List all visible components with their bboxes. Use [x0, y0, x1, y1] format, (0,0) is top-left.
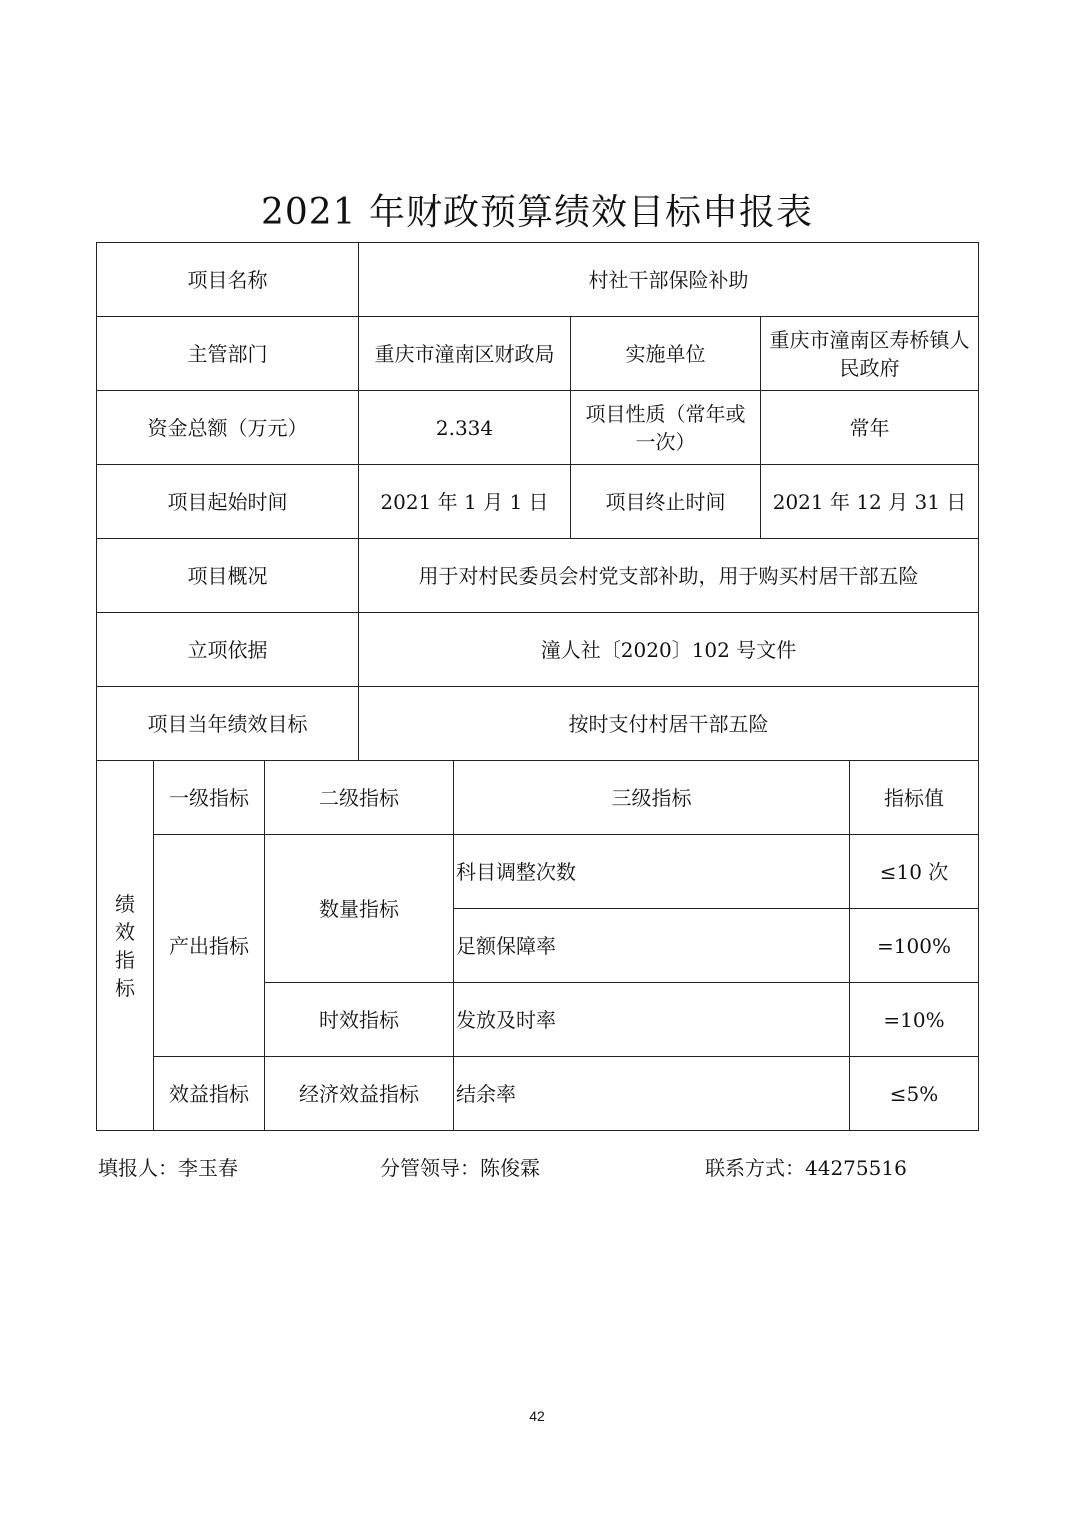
- level3-cell: 结余率: [454, 1057, 850, 1131]
- basis-value: 潼人社〔2020〕102 号文件: [359, 613, 979, 687]
- start-value: 2021 年 1 月 1 日: [359, 465, 571, 539]
- table-row: [97, 1057, 979, 1131]
- timeliness-indicator-label: 时效指标: [265, 983, 454, 1057]
- project-name-value: 村社干部保险补助: [359, 243, 979, 317]
- value-cell: ≤5%: [850, 1057, 979, 1131]
- impl-unit-value: 重庆市潼南区寿桥镇人民政府: [761, 317, 979, 391]
- quantity-indicator-label: 数量指标: [265, 835, 454, 983]
- level3-cell: 发放及时率: [454, 983, 850, 1057]
- page-number: 42: [529, 1408, 545, 1424]
- value-cell: =10%: [850, 983, 979, 1057]
- value-cell: ≤10 次: [850, 835, 979, 909]
- benefit-indicator-label: 效益指标: [154, 1057, 265, 1131]
- impl-unit-label: 实施单位: [571, 317, 761, 391]
- indicator-section-label: [97, 761, 154, 1131]
- footer-filler: 填报人：李玉春: [98, 1156, 238, 1180]
- economic-indicator-label: 经济效益指标: [265, 1057, 454, 1131]
- footer-contact: 联系方式：44275516: [705, 1156, 907, 1180]
- table-row: [97, 835, 979, 909]
- row-fund: [97, 391, 979, 465]
- output-indicator-label: 产出指标: [154, 835, 265, 1057]
- dept-value: 重庆市潼南区财政局: [359, 317, 571, 391]
- row-goal: [97, 687, 979, 761]
- header-value: 指标值: [850, 761, 979, 835]
- row-project-name: [97, 243, 979, 317]
- project-name-label: 项目名称: [97, 243, 359, 317]
- end-value: 2021 年 12 月 31 日: [761, 465, 979, 539]
- header-level2: 二级指标: [265, 761, 454, 835]
- goal-label: 项目当年绩效目标: [97, 687, 359, 761]
- basis-label: 立项依据: [97, 613, 359, 687]
- dept-label: 主管部门: [97, 317, 359, 391]
- fund-value: 2.334: [359, 391, 571, 465]
- fund-label: 资金总额（万元）: [97, 391, 359, 465]
- end-label: 项目终止时间: [571, 465, 761, 539]
- nature-value: 常年: [761, 391, 979, 465]
- value-cell: =100%: [850, 909, 979, 983]
- overview-value: 用于对村民委员会村党支部补助，用于购买村居干部五险: [359, 539, 979, 613]
- row-dates: [97, 465, 979, 539]
- row-indicator-headers: [97, 761, 979, 835]
- start-label: 项目起始时间: [97, 465, 359, 539]
- overview-label: 项目概况: [97, 539, 359, 613]
- level3-cell: 足额保障率: [454, 909, 850, 983]
- level3-cell: 科目调整次数: [454, 835, 850, 909]
- budget-form-table: [96, 242, 979, 1131]
- goal-value: 按时支付村居干部五险: [359, 687, 979, 761]
- row-overview: [97, 539, 979, 613]
- row-department: [97, 317, 979, 391]
- header-level1: 一级指标: [154, 761, 265, 835]
- footer-leader: 分管领导：陈俊霖: [380, 1156, 540, 1180]
- header-level3: 三级指标: [454, 761, 850, 835]
- nature-label: 项目性质（常年或一次）: [571, 391, 761, 465]
- page-title: 2021 年财政预算绩效目标申报表: [260, 192, 814, 233]
- row-basis: [97, 613, 979, 687]
- indicator-section-text: 绩效指标: [115, 891, 135, 1000]
